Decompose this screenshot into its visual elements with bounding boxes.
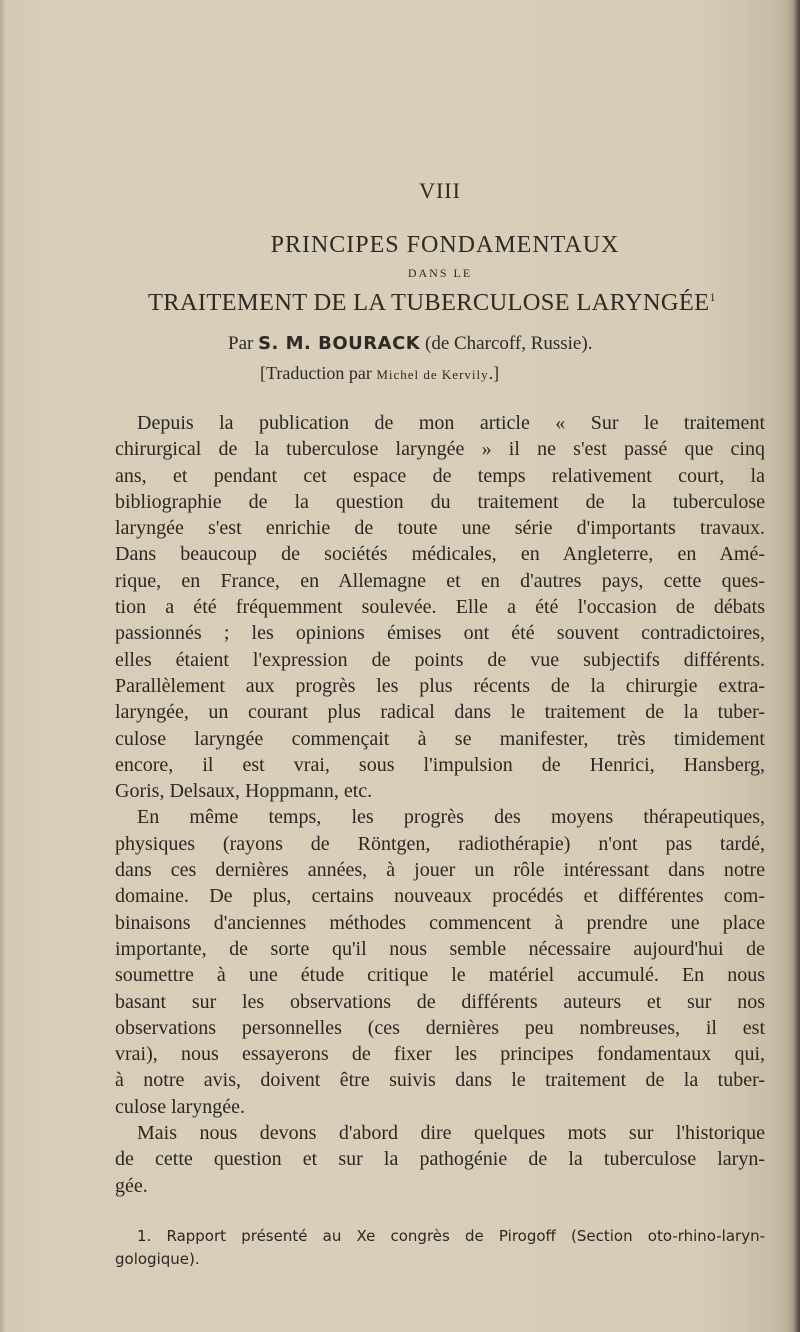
text-line: à notre avis, doivent être suivis dans le traitement de la tuber- [115, 1069, 765, 1092]
paragraph-2 [115, 804, 765, 1120]
text-line: Depuis la publication de mon article « Sur le traitement [137, 412, 765, 434]
byline [228, 333, 592, 355]
paragraph-1 [115, 410, 765, 804]
text-line: Parallèlement aux progrès les plus récents de la chirurgie extra- [115, 674, 765, 697]
translator-name: Michel de Kervily [376, 367, 489, 382]
title-line-3 [148, 289, 768, 317]
text-line: tion a été fréquemment soulevée. Elle a été l'occasion de débats [115, 596, 765, 619]
text-line: encore, il est vrai, sous l'impulsion de Henrici, Hansberg, [115, 753, 765, 776]
title-line-2: DANS LE [407, 266, 473, 280]
title-line-1: PRINCIPES FONDAMENTAUX [270, 232, 620, 258]
author-affiliation: (de Charcoff, Russie). [425, 333, 593, 354]
translator-prefix: [Traduction par [260, 363, 372, 383]
text-line: binaisons d'anciennes méthodes commencent à prendre une place [115, 911, 765, 934]
text-line: Goris, Delsaux, Hoppmann, etc. [115, 780, 373, 803]
text-line: rique, en France, en Allemagne et en d'autres pays, cette ques- [115, 569, 765, 592]
text-line: culose laryngée commençait à se manifester, très timidement [115, 727, 765, 750]
text-line: vrai), nous essayerons de fixer les principes fondamentaux qui, [115, 1043, 765, 1066]
paragraph-3 [115, 1120, 765, 1199]
text-line: domaine. De plus, certains nouveaux procédés et différentes com- [115, 885, 765, 908]
footnote-line: gologique). [115, 1250, 200, 1268]
footnote [115, 1225, 765, 1271]
text-line: En même temps, les progrès des moyens thérapeutiques, [137, 806, 765, 829]
text-line: Dans beaucoup de sociétés médicales, en Angleterre, en Amé- [115, 543, 765, 566]
text-line: soumettre à une étude critique le matériel accumulé. En nous [115, 964, 765, 987]
text-line: laryngée s'est enrichie de toute une série d'importants travaux. [115, 517, 765, 540]
text-line: passionnés ; les opinions émises ont été souvent contradictoires, [115, 622, 765, 645]
article-body [115, 410, 765, 1199]
chapter-number: VIII [419, 178, 461, 203]
text-line: chirurgical de la tuberculose laryngée » il ne s'est passé que cinq [115, 438, 765, 461]
text-line: physiques (rayons de Röntgen, radiothérapie) n'ont pas tardé, [115, 832, 765, 855]
text-line: ans, et pendant cet espace de temps relativement court, la [115, 464, 765, 487]
text-line: bibliographie de la question du traitement de la tuberculose [115, 490, 765, 513]
translator-credit [260, 363, 499, 384]
text-line: dans ces dernières années, à jouer un rôle intéressant dans notre [115, 859, 765, 882]
text-line: de cette question et sur la pathogénie de la tuberculose laryn- [115, 1148, 765, 1171]
text-line: elles étaient l'expression de points de vue subjectifs différents. [115, 648, 765, 671]
title-footnote-mark: 1 [709, 289, 716, 304]
translator-suffix: .] [488, 363, 500, 383]
text-line: observations personnelles (ces dernières peu nombreuses, il est [115, 1016, 765, 1039]
text-line: laryngée, un courant plus radical dans le traitement de la tuber- [115, 701, 765, 724]
text-line: importante, de sorte qu'il nous semble nécessaire aujourd'hui de [115, 937, 765, 960]
footnote-line: 1. Rapport présenté au Xe congrès de Pirogoff (Section oto-rhino-laryn- [137, 1227, 765, 1245]
author-name: S. M. BOURACK [258, 333, 421, 354]
text-line: gée. [115, 1174, 148, 1197]
text-line: basant sur les observations de différents auteurs et sur nos [115, 990, 765, 1013]
text-line: culose laryngée. [115, 1095, 245, 1118]
byline-prefix: Par [228, 333, 254, 354]
title-line-3-text: TRAITEMENT DE LA TUBERCULOSE LARYNGÉE [148, 289, 710, 316]
text-line: Mais nous devons d'abord dire quelques mots sur l'historique [137, 1122, 765, 1145]
